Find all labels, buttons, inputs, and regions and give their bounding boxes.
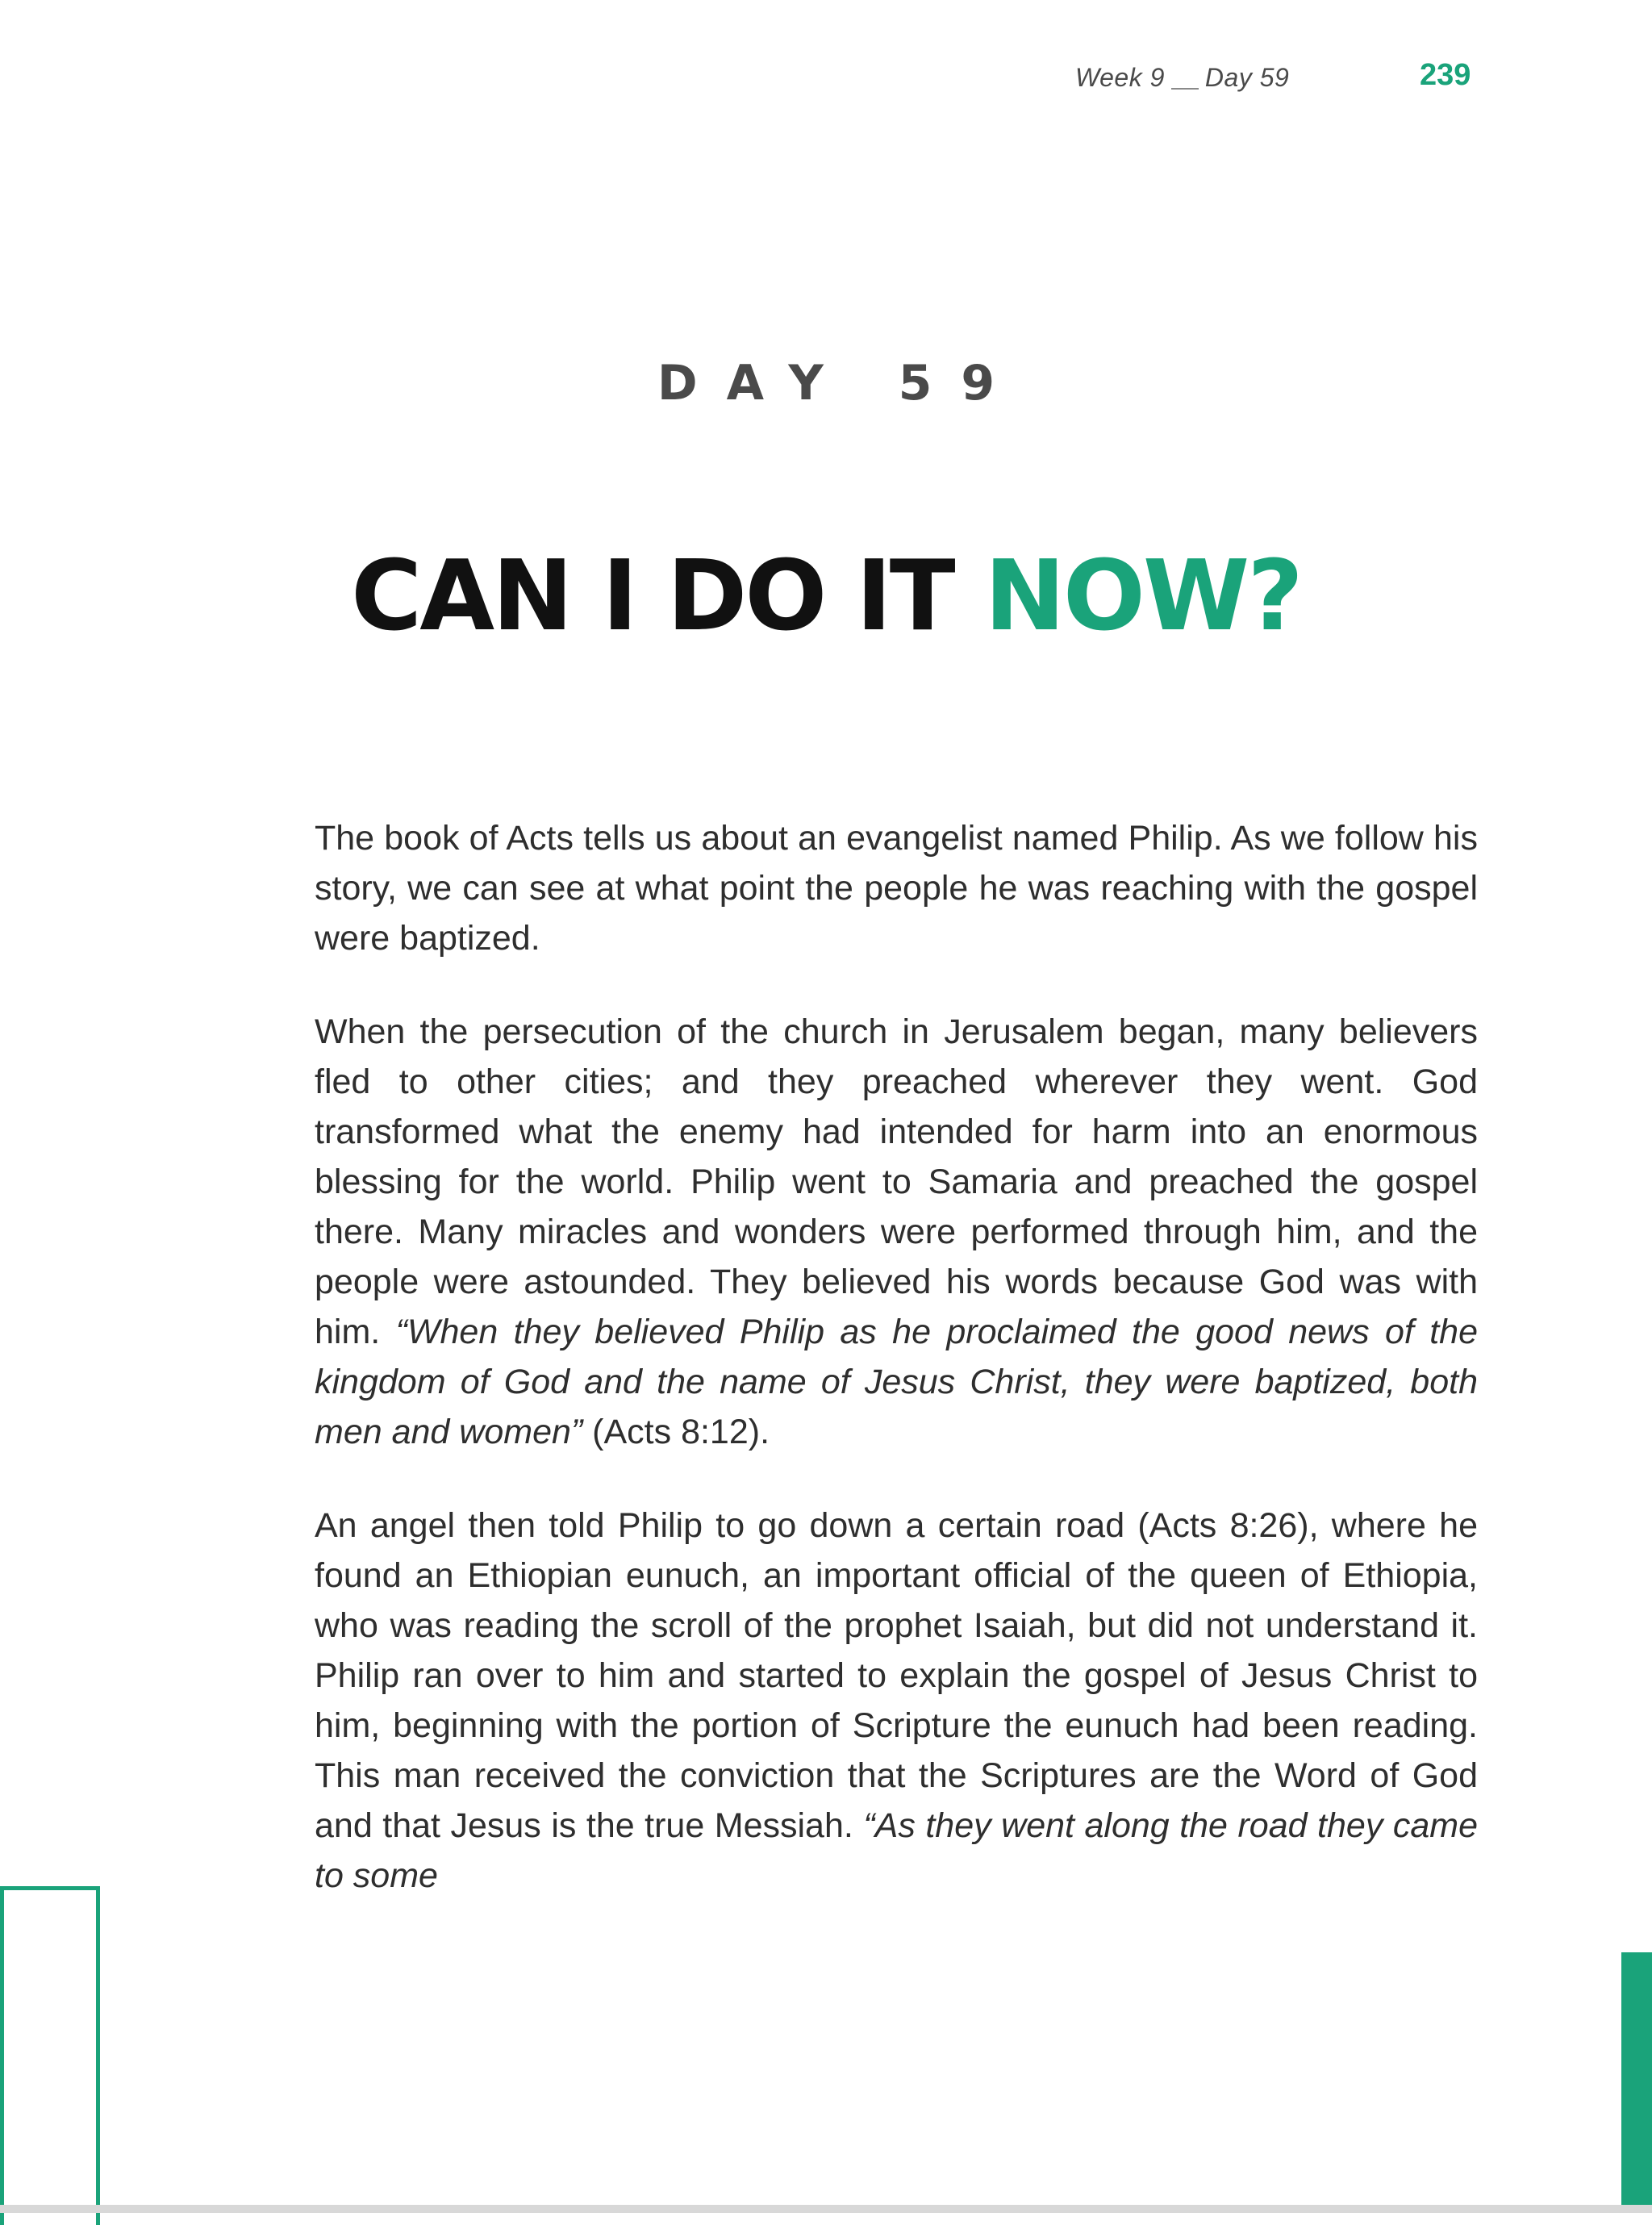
title-main: CAN I DO IT (351, 541, 985, 653)
header-week: Week 9 (1075, 63, 1165, 92)
running-header (1075, 63, 1289, 93)
body-text (315, 813, 1478, 1944)
paragraph-3-text: An angel then told Philip to go down a certain road (Acts 8:26), where he found an Ethiopian eunuch, an important official of the queen of Ethiopia, who was reading the scroll of the prophet Isaiah, but did not understand it. Philip ran over to him and started to explain the gospel of Jesus Christ to him, beginning with the portion of Scripture the eunuch had been reading. This man received the conviction that the Scriptures are the Word of God and that Jesus is the true Messiah. (315, 1506, 1478, 1845)
paragraph-2-reference: (Acts 8:12). (582, 1413, 770, 1451)
day-label: DAY 59 (657, 355, 1024, 411)
paragraph-2 (315, 1007, 1478, 1457)
page-number: 239 (1420, 58, 1471, 92)
paragraph-1: The book of Acts tells us about an evangelist named Philip. As we follow his story, we can see at what point the people he was reaching with the gospel were baptized. (315, 819, 1478, 958)
page-edge-tab (1621, 1952, 1652, 2213)
paragraph-3-quote: “As they went along the road they came to some (315, 1806, 1478, 1895)
page-bottom-edge (0, 2205, 1652, 2213)
paragraph-2-text: When the persecution of the church in Jerusalem began, many believers fled to other cities; and they preached wherever they went. God transformed what the enemy had intended for harm into an enormous blessing for the world. Philip went to Samaria and preached the gospel there. Many miracles and wonders were performed through him, and the people were astounded. They believed his words because God was with him. (315, 1012, 1478, 1351)
header-separator (1171, 88, 1199, 90)
chapter-title (0, 541, 1652, 653)
decorative-frame (0, 1886, 100, 2225)
paragraph-2-quote: “When they believed Philip as he proclaimed the good news of the kingdom of God and the name of Jesus Christ, they were baptized, both men and women” (315, 1313, 1478, 1451)
paragraph-3 (315, 1501, 1478, 1901)
header-day: Day 59 (1204, 63, 1290, 92)
title-accent: NOW? (984, 541, 1301, 653)
